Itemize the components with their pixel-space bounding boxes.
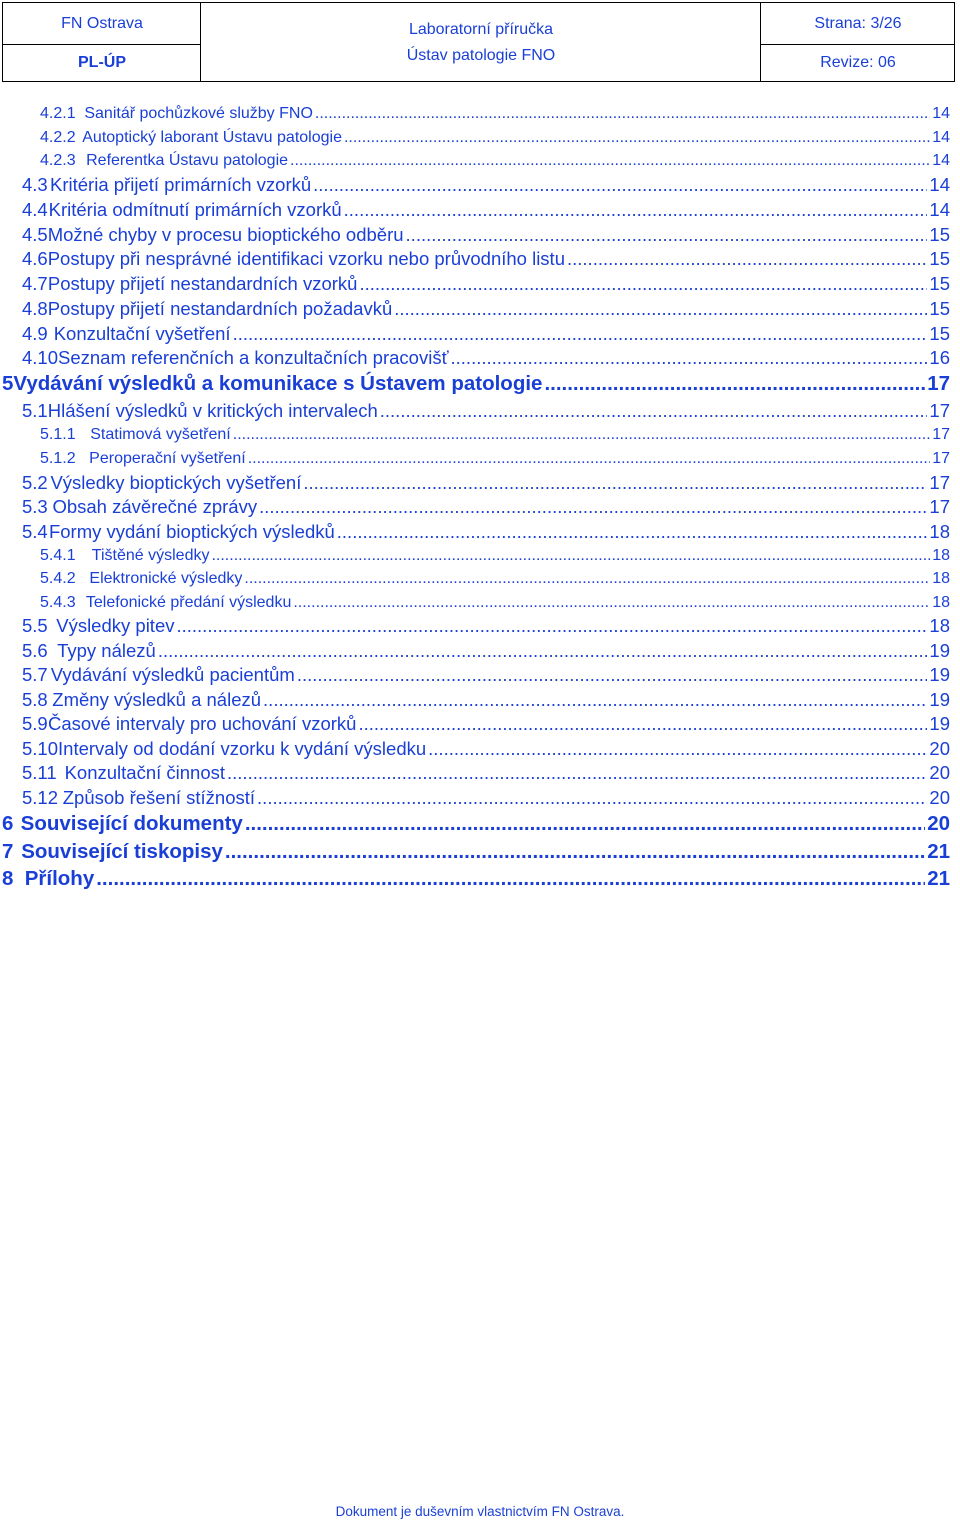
toc-entry[interactable] [40, 547, 950, 565]
toc-entry-page: 19 [929, 689, 950, 710]
toc-entry[interactable] [22, 248, 950, 270]
toc-leader-dots [257, 787, 927, 809]
toc-entry[interactable] [22, 787, 950, 809]
toc-leader-dots [303, 472, 927, 494]
toc-entry-title: Elektronické výsledky [89, 570, 243, 587]
toc-entry-number: 5.2 [22, 472, 48, 493]
toc-entry-number: 5.6 [22, 640, 48, 661]
toc-entry-page: 15 [929, 323, 950, 344]
toc-leader-dots [544, 372, 925, 396]
toc-entry[interactable] [22, 689, 950, 711]
toc-leader-dots [337, 521, 928, 543]
toc-leader-dots [259, 496, 927, 518]
toc-entry-title: Časové intervaly pro uchování vzorků [47, 713, 357, 734]
toc-entry[interactable] [22, 762, 950, 784]
toc-entry[interactable] [22, 224, 950, 246]
toc-entry-number: 4.9 [22, 323, 48, 344]
toc-leader-dots [451, 347, 928, 369]
toc-entry-page: 18 [932, 547, 950, 564]
toc-entry-number: 4.4 [22, 199, 48, 220]
toc-entry[interactable] [22, 323, 950, 345]
toc-entry-page: 14 [932, 105, 950, 122]
toc-entry[interactable] [2, 840, 950, 864]
toc-entry-title: Související dokumenty [20, 812, 243, 835]
toc-leader-dots [96, 867, 925, 891]
toc-entry[interactable] [22, 174, 950, 196]
toc-entry-page: 15 [929, 248, 950, 269]
toc-entry-number: 5.4.2 [40, 570, 76, 587]
toc-leader-dots [567, 248, 927, 270]
toc-entry[interactable] [22, 664, 950, 686]
toc-entry-number: 5.10 [22, 738, 59, 759]
toc-entry-number: 5.4.3 [40, 594, 76, 611]
toc-leader-dots [244, 570, 930, 588]
toc-entry-title: Postupy při nesprávné identifikaci vzorku nebo průvodního listu [47, 248, 565, 269]
toc-entry[interactable] [22, 521, 950, 543]
toc-entry-page: 17 [929, 496, 950, 517]
header-doc-title: Laboratorní příručka [408, 20, 554, 38]
document-header [2, 2, 955, 82]
toc-entry-title: Výsledky pitev [56, 615, 175, 636]
toc-entry-page: 20 [929, 738, 950, 759]
toc-entry-title: Postupy přijetí nestandardních požadavků [47, 298, 393, 319]
toc-entry[interactable] [22, 738, 950, 760]
toc-entry-number: 5.5 [22, 615, 48, 636]
toc-entry-page: 18 [929, 615, 950, 636]
toc-entry-title: Telefonické předání výsledku [85, 594, 292, 611]
toc-entry-page: 15 [929, 298, 950, 319]
toc-leader-dots [394, 298, 927, 320]
toc-entry-title: Statimová vyšetření [90, 426, 231, 443]
toc-leader-dots [380, 400, 928, 422]
toc-entry-number: 5.1 [22, 400, 48, 421]
toc-entry-title: Autoptický laborant Ústavu patologie [82, 129, 342, 146]
toc-entry-title: Postupy přijetí nestandardních vzorků [47, 273, 358, 294]
toc-leader-dots [313, 174, 927, 196]
toc-entry-title: Formy vydání bioptických výsledků [48, 521, 335, 542]
toc-entry-number: 5.4.1 [40, 547, 76, 564]
header-title-block [202, 3, 760, 82]
toc-entry-number: 5.7 [22, 664, 48, 685]
header-dept-code: PL-ÚP [78, 54, 126, 71]
toc-entry-number: 5.1.1 [40, 426, 76, 443]
toc-entry-title: Sanitář pochůzkové služby FNO [84, 105, 313, 122]
toc-entry-number: 5 [2, 372, 14, 395]
toc-entry-page: 18 [929, 521, 950, 542]
toc-entry-page: 17 [929, 400, 950, 421]
toc-entry-page: 20 [927, 812, 950, 835]
toc-entry-page: 21 [927, 867, 950, 890]
toc-entry-number: 4.6 [22, 248, 48, 269]
toc-entry[interactable] [22, 347, 950, 369]
toc-entry[interactable] [40, 450, 950, 468]
toc-entry-number: 5.1.2 [40, 450, 76, 467]
toc-entry-number: 5.4 [22, 521, 48, 542]
toc-entry-page: 14 [932, 129, 950, 146]
toc-entry-number: 5.9 [22, 713, 48, 734]
toc-entry-number: 4.10 [22, 347, 59, 368]
toc-entry[interactable] [2, 867, 950, 891]
toc-leader-dots [227, 762, 927, 784]
toc-entry[interactable] [2, 372, 950, 396]
toc-entry-number: 4.7 [22, 273, 48, 294]
toc-leader-dots [233, 323, 928, 345]
toc-leader-dots [225, 840, 925, 864]
toc-entry-title: Hlášení výsledků v kritických intervalech [47, 400, 378, 421]
toc-entry[interactable] [2, 812, 950, 836]
toc-leader-dots [406, 224, 928, 246]
toc-entry-title: Přílohy [24, 867, 95, 890]
toc-entry-page: 18 [932, 570, 950, 587]
toc-entry[interactable] [22, 273, 950, 295]
toc-leader-dots [344, 199, 928, 221]
toc-entry[interactable] [40, 105, 950, 123]
toc-entry-page: 19 [929, 640, 950, 661]
toc-entry[interactable] [22, 615, 950, 637]
toc-entry-title: Výsledky bioptických vyšetření [50, 472, 302, 493]
toc-entry-page: 18 [932, 594, 950, 611]
toc-entry[interactable] [40, 152, 950, 170]
toc-leader-dots [344, 129, 930, 147]
toc-entry-number: 6 [2, 812, 14, 835]
toc-entry[interactable] [22, 298, 950, 320]
toc-entry-page: 17 [929, 472, 950, 493]
toc-entry-number: 7 [2, 840, 14, 863]
toc-entry[interactable] [22, 640, 950, 662]
toc-entry-number: 4.2.2 [40, 129, 76, 146]
toc-entry[interactable] [40, 594, 950, 612]
toc-leader-dots [245, 812, 925, 836]
toc-entry-title: Související tiskopisy [21, 840, 223, 863]
toc-leader-dots [211, 547, 930, 565]
toc-entry-number: 5.11 [22, 762, 57, 783]
toc-entry-page: 15 [929, 273, 950, 294]
toc-entry-number: 4.3 [22, 174, 48, 195]
toc-entry-title: Kritéria odmítnutí primárních vzorků [48, 199, 342, 220]
toc-entry-page: 19 [929, 664, 950, 685]
toc-entry-title: Vydávání výsledků pacientům [50, 664, 295, 685]
toc-entry-title: Vydávání výsledků a komunikace s Ústavem patologie [13, 372, 543, 395]
toc-leader-dots [290, 152, 930, 170]
toc-entry-title: Obsah závěrečné zprávy [52, 496, 258, 517]
toc-entry-title: Konzultační vyšetření [53, 323, 231, 344]
toc-entry-number: 5.8 [22, 689, 48, 710]
toc-entry-title: Intervaly od dodání vzorku k vydání výsledku [58, 738, 427, 759]
toc-entry-page: 20 [929, 787, 950, 808]
toc-entry[interactable] [22, 400, 950, 422]
toc-entry[interactable] [22, 496, 950, 518]
toc-entry-page: 15 [929, 224, 950, 245]
header-doc-subtitle: Ústav patologie FNO [406, 46, 556, 64]
toc-entry-title: Změny výsledků a nálezů [52, 689, 262, 710]
toc-leader-dots [263, 689, 927, 711]
toc-entry[interactable] [40, 426, 950, 444]
toc-entry-number: 4.5 [22, 224, 48, 245]
toc-entry[interactable] [40, 129, 950, 147]
toc-entry[interactable] [40, 570, 950, 588]
toc-entry-page: 17 [932, 450, 950, 467]
toc-entry-title: Konzultační činnost [64, 762, 226, 783]
toc-leader-dots [176, 615, 927, 637]
toc-entry-title: Možné chyby v procesu bioptického odběru [47, 224, 404, 245]
toc-entry-page: 19 [929, 713, 950, 734]
toc-entry-title: Kritéria přijetí primárních vzorků [50, 174, 312, 195]
toc-entry-title: Typy nálezů [57, 640, 156, 661]
toc-entry[interactable] [22, 713, 950, 735]
toc-entry-title: Peroperační vyšetření [89, 450, 246, 467]
toc-entry-page: 14 [932, 152, 950, 169]
toc-leader-dots [428, 738, 927, 760]
toc-leader-dots [248, 450, 931, 468]
toc-entry[interactable] [22, 472, 950, 494]
toc-entry-number: 4.2.1 [40, 105, 76, 122]
toc-entry-page: 20 [929, 762, 950, 783]
toc-entry-number: 8 [2, 867, 14, 890]
toc-entry-page: 21 [927, 840, 950, 863]
toc-leader-dots [297, 664, 928, 686]
toc-entry-page: 14 [929, 199, 950, 220]
toc-entry-title: Tištěné výsledky [91, 547, 210, 564]
toc-entry-number: 4.2.3 [40, 152, 76, 169]
toc-leader-dots [359, 273, 927, 295]
header-page-number: Strana: 3/26 [814, 14, 902, 32]
toc-entry-number: 5.12 [22, 787, 59, 808]
toc-entry-number: 4.8 [22, 298, 48, 319]
toc-leader-dots [158, 640, 928, 662]
toc-entry-title: Referentka Ústavu patologie [86, 152, 289, 169]
toc-entry-number: 5.3 [22, 496, 48, 517]
toc-entry[interactable] [22, 199, 950, 221]
toc-leader-dots [358, 713, 927, 735]
toc-leader-dots [233, 426, 930, 444]
toc-leader-dots [293, 594, 930, 612]
toc-entry-page: 17 [927, 372, 950, 395]
toc-entry-title: Způsob řešení stížností [62, 787, 256, 808]
footer-copyright: Dokument je duševním vlastnictvím FN Ostrava. [335, 1504, 625, 1519]
toc-entry-title: Seznam referenčních a konzultačních pracovišť [58, 347, 449, 368]
toc-entry-page: 17 [932, 426, 950, 443]
header-org: FN Ostrava [61, 14, 143, 32]
toc-entry-page: 16 [929, 347, 950, 368]
header-revision: Revize: 06 [820, 54, 896, 71]
toc-entry-page: 14 [929, 174, 950, 195]
toc-leader-dots [315, 105, 930, 123]
